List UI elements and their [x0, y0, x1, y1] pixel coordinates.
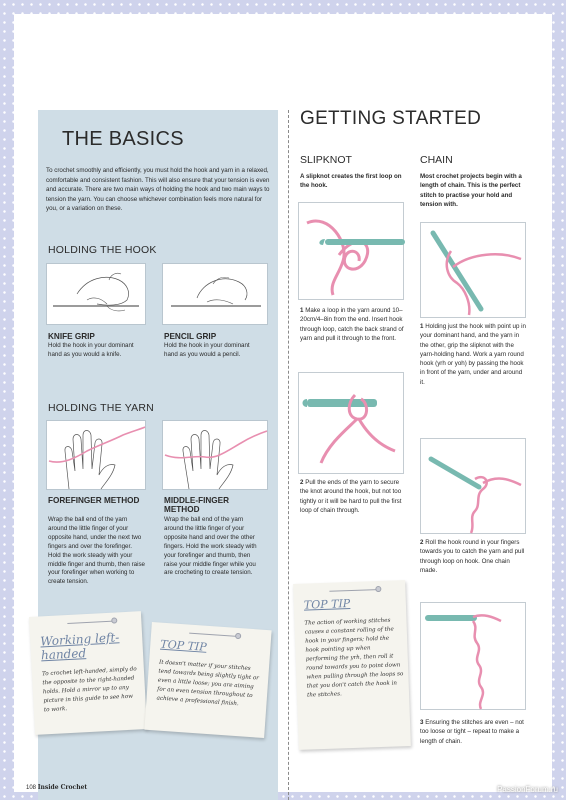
page-number: 108 — [26, 785, 37, 791]
basics-intro: To crochet smoothly and efficiently, you must hold the hook and yarn in a relaxed, comfortable and consistent fashion. This will also ensure that your tension is even and accurate. There are two main ways of holding the hook and two main ways to tension the yarn. You can choose whichever combination feels more natural for you, or a variation on these. — [46, 167, 270, 213]
slipknot-step-1 — [300, 306, 404, 343]
forefinger-method-text: Wrap the ball end of the yarn around the little finger of your opposite hand, under the next two fingers and over the forefinger. Hold the work steady with your middle finger and thumb, then raise your forefinger when working to create tension. — [48, 516, 145, 586]
slipknot-step-2-photo — [298, 372, 404, 474]
column-divider — [288, 110, 289, 800]
holding-hook-heading: HOLDING THE HOOK — [48, 244, 157, 256]
step-text: Pull the ends of the yarn to secure the knot around the hook, but not too tightly or it will be hard to pull the first loop of chain through. — [300, 479, 402, 514]
holding-yarn-heading: HOLDING THE YARN — [48, 402, 154, 414]
middle-finger-method-illustration — [162, 420, 268, 490]
top-tip-1-title: TOP TIP — [159, 637, 208, 654]
chain-step-2 — [420, 538, 528, 575]
pin-icon — [375, 586, 381, 592]
top-tip-2-text: The action of working stitches causes a constant rolling of the hook in your fingers; hold the hook pointing up when performing the yrh, then roll it round towards you to point down when pulling through the loops so that you don't catch the hook in the stitches. — [304, 617, 404, 699]
left-handed-title: Working left-handed — [39, 630, 120, 663]
step-number: 1 — [420, 323, 424, 330]
chain-step-1-photo — [420, 222, 526, 318]
page-footer — [26, 784, 87, 791]
step-number: 1 — [300, 307, 304, 314]
top-tip-note-1 — [144, 622, 271, 738]
slipknot-step-1-photo — [298, 202, 404, 300]
slipknot-lead: A slipknot creates the first loop on the hook. — [300, 173, 402, 190]
forefinger-method-title: FOREFINGER METHOD — [48, 496, 140, 505]
slipknot-step-2 — [300, 478, 404, 515]
middle-finger-method-title: MIDDLE-FINGER METHOD — [164, 496, 230, 514]
step-text: Make a loop in the yarn around 10–20cm/4–8in from the end. Insert hook through loop, catch the back strand of yarn and pull it through to the front. — [300, 307, 404, 342]
slipknot-heading: SLIPKNOT — [300, 154, 352, 166]
step-number: 3 — [420, 719, 424, 726]
step-number: 2 — [300, 479, 304, 486]
knife-grip-title: KNIFE GRIP — [48, 332, 95, 341]
pin-icon — [111, 617, 117, 623]
pin-line — [67, 621, 113, 624]
chain-heading: CHAIN — [420, 154, 453, 166]
left-handed-note — [29, 611, 147, 735]
pin-line — [329, 589, 377, 592]
top-tip-2-title: TOP TIP — [303, 597, 351, 612]
pencil-grip-illustration — [162, 263, 268, 325]
left-handed-text: To crochet left-handed, simply do the opposite to the right-handed holds. Hold a mirror up to any picture in this guide to see how to work. — [41, 666, 137, 714]
top-tip-1-text: It doesn't matter if your stitches tend towards being slightly tight or even a little loose; you are aiming for an even tension throughout to achieve a professional finish. — [156, 659, 260, 708]
step-text: Holding just the hook with point up in your dominant hand, and the yarn in the other, grip the slipknot with the yarn-holding hand. Work a yarn round hook (yrh or yoh) by passing the hook in front of the yarn, under and around it. — [420, 323, 526, 386]
step-text: Roll the hook round in your fingers towards you to catch the yarn and pull through loop on hook. One chain made. — [420, 539, 525, 574]
pencil-grip-title: PENCIL GRIP — [164, 332, 217, 341]
basics-title: THE BASICS — [62, 128, 184, 150]
chain-step-2-photo — [420, 438, 526, 534]
forefinger-method-illustration — [46, 420, 146, 490]
step-text: Ensuring the stitches are even – not too loose or tight – repeat to make a length of chain. — [420, 719, 524, 745]
magazine-name: Inside Crochet — [37, 784, 88, 791]
getting-started-title: GETTING STARTED — [300, 108, 482, 129]
chain-lead: Most crochet projects begin with a length of chain. This is the perfect stitch to practise your hold and tension with. — [420, 173, 522, 208]
knife-grip-text: Hold the hook in your dominant hand as you would a knife. — [48, 342, 134, 358]
middle-finger-method-text: Wrap the ball end of the yarn around the little finger of your opposite hand and over the other fingers. Hold the work steady with your forefinger and thumb, then raise your middle finger while you are crocheting to create tension. — [164, 516, 257, 577]
chain-step-1 — [420, 322, 528, 387]
chain-step-3-photo — [420, 602, 526, 710]
pencil-grip-text: Hold the hook in your dominant hand as you would a pencil. — [164, 342, 250, 358]
watermark: PassionForum.ru — [497, 785, 558, 794]
step-number: 2 — [420, 539, 424, 546]
knife-grip-illustration — [46, 263, 146, 325]
pin-icon — [235, 633, 241, 639]
top-tip-note-2 — [293, 580, 411, 750]
chain-step-3 — [420, 718, 528, 746]
magazine-page — [14, 14, 552, 792]
pin-line — [189, 633, 237, 637]
